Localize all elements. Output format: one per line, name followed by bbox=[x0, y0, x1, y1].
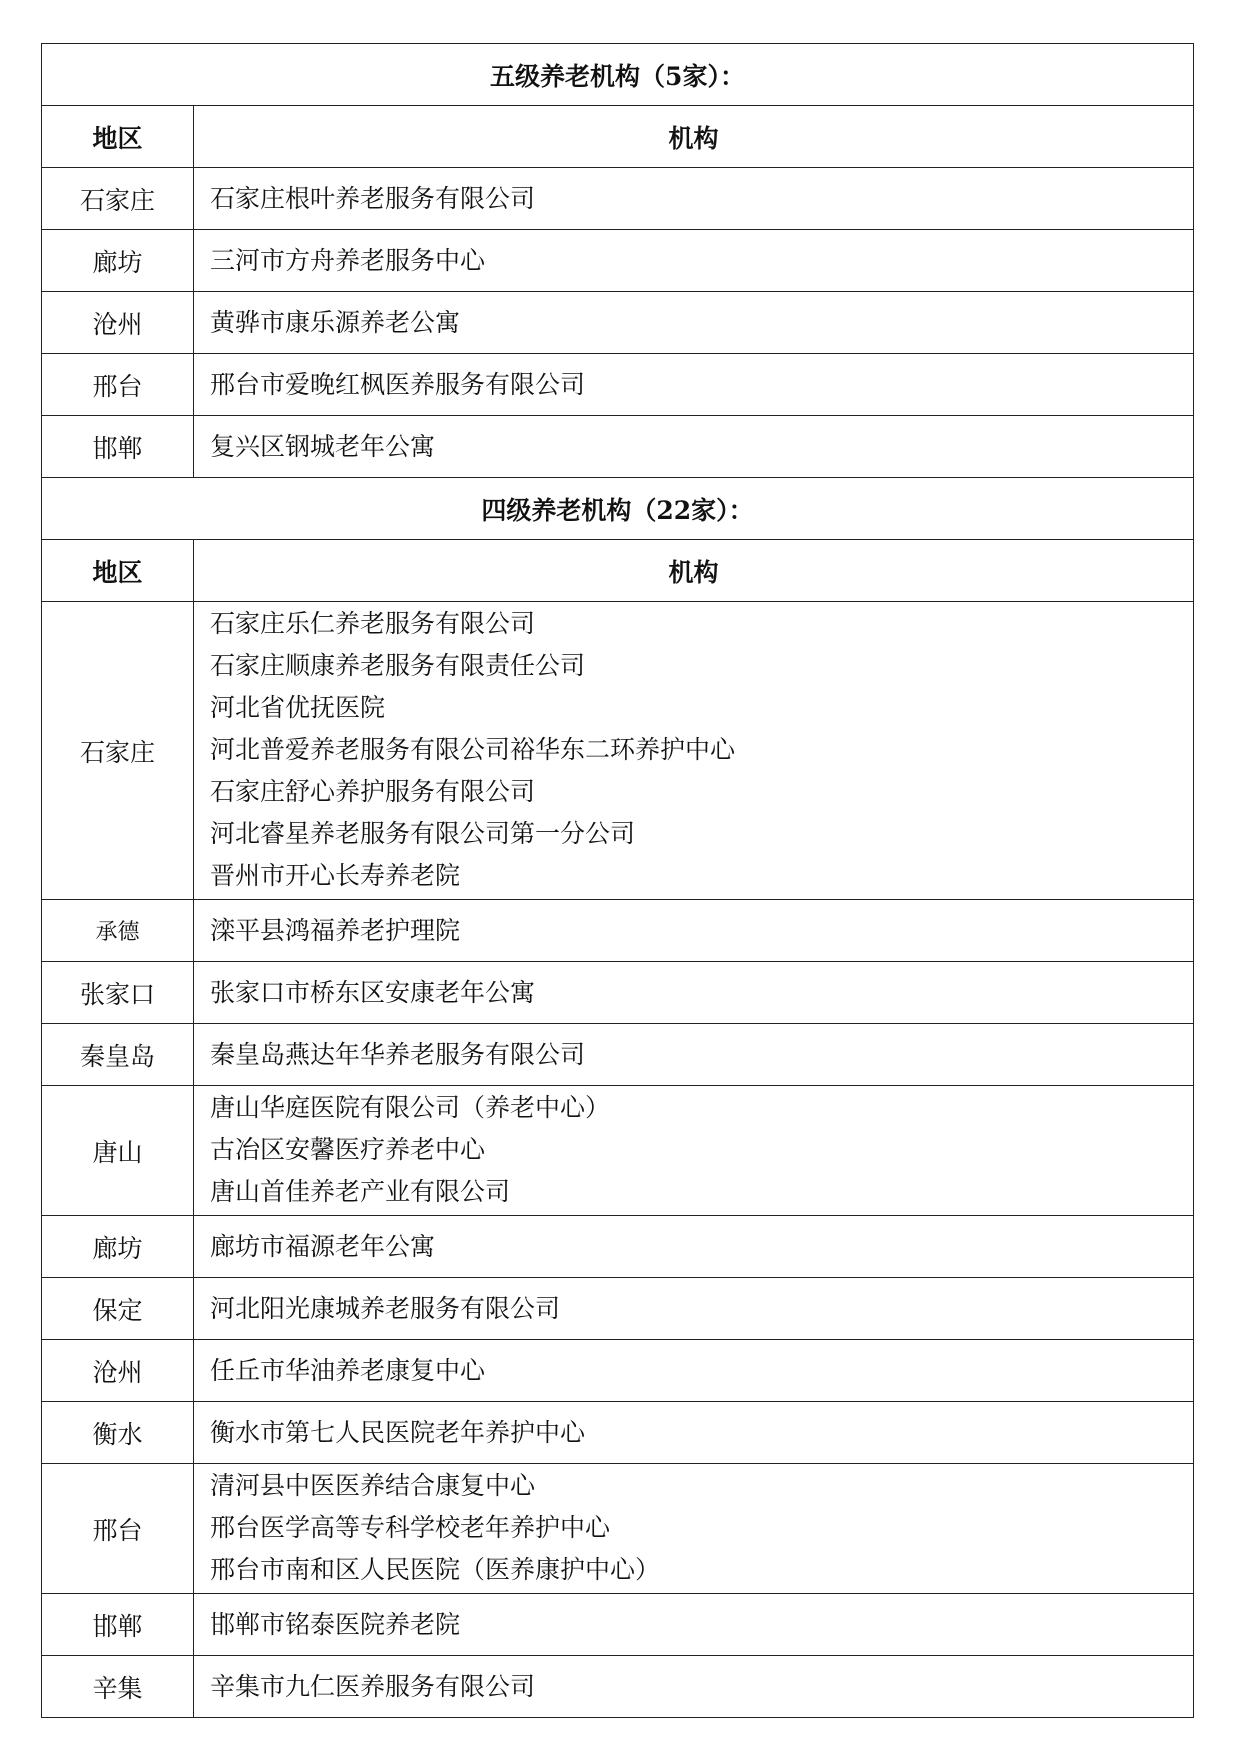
org-name: 任丘市华油养老康复中心 bbox=[210, 1355, 486, 1385]
table-row bbox=[42, 354, 1194, 416]
org-cell bbox=[194, 1340, 1194, 1402]
org-name: 邢台市南和区人民医院（医养康护中心） bbox=[210, 1555, 661, 1584]
org-cell bbox=[194, 1594, 1194, 1656]
org-cell bbox=[194, 900, 1194, 962]
region-cell: 石家庄 bbox=[42, 602, 194, 900]
column-header-region: 地区 bbox=[42, 540, 194, 602]
org-cell bbox=[194, 1464, 1194, 1594]
region-cell: 邯郸 bbox=[42, 1594, 194, 1656]
region-cell: 邢台 bbox=[42, 354, 194, 416]
region-cell: 唐山 bbox=[42, 1086, 194, 1216]
region-cell: 承德 bbox=[42, 900, 194, 962]
table-row bbox=[42, 962, 1194, 1024]
org-name: 辛集市九仁医养服务有限公司 bbox=[210, 1671, 536, 1701]
region-cell: 秦皇岛 bbox=[42, 1024, 194, 1086]
section-title: 五级养老机构（5家）： bbox=[42, 44, 1194, 106]
region-cell: 辛集 bbox=[42, 1656, 194, 1718]
table-row bbox=[42, 230, 1194, 292]
org-name: 廊坊市福源老年公寓 bbox=[210, 1231, 436, 1261]
institutions-table bbox=[41, 43, 1194, 1718]
table-row bbox=[42, 1402, 1194, 1464]
table-row bbox=[42, 1656, 1194, 1718]
section-title-row bbox=[42, 478, 1194, 540]
org-name: 唐山首佳养老产业有限公司 bbox=[210, 1177, 511, 1206]
org-name: 石家庄乐仁养老服务有限公司 bbox=[210, 609, 536, 638]
table-row bbox=[42, 1024, 1194, 1086]
org-cell bbox=[194, 1216, 1194, 1278]
column-header-org: 机构 bbox=[194, 540, 1194, 602]
region-cell: 廊坊 bbox=[42, 1216, 194, 1278]
org-name: 唐山华庭医院有限公司（养老中心） bbox=[210, 1093, 611, 1122]
org-name: 古冶区安馨医疗养老中心 bbox=[210, 1135, 486, 1164]
org-cell bbox=[194, 602, 1194, 900]
org-cell bbox=[194, 1086, 1194, 1216]
org-cell bbox=[194, 230, 1194, 292]
org-cell bbox=[194, 292, 1194, 354]
org-name: 晋州市开心长寿养老院 bbox=[210, 861, 461, 890]
org-name: 河北阳光康城养老服务有限公司 bbox=[210, 1293, 561, 1323]
org-name: 秦皇岛燕达年华养老服务有限公司 bbox=[210, 1039, 586, 1069]
column-header-region: 地区 bbox=[42, 106, 194, 168]
org-cell bbox=[194, 416, 1194, 478]
column-header-row bbox=[42, 106, 1194, 168]
region-cell: 张家口 bbox=[42, 962, 194, 1024]
org-name: 石家庄顺康养老服务有限责任公司 bbox=[210, 651, 586, 680]
org-name: 黄骅市康乐源养老公寓 bbox=[210, 307, 461, 337]
org-name: 张家口市桥东区安康老年公寓 bbox=[210, 977, 536, 1007]
table-row bbox=[42, 1216, 1194, 1278]
table-row bbox=[42, 292, 1194, 354]
org-name: 复兴区钢城老年公寓 bbox=[210, 431, 436, 461]
table-row bbox=[42, 1086, 1194, 1216]
table-row bbox=[42, 1340, 1194, 1402]
org-cell bbox=[194, 1278, 1194, 1340]
table-row bbox=[42, 900, 1194, 962]
org-cell bbox=[194, 168, 1194, 230]
column-header-org: 机构 bbox=[194, 106, 1194, 168]
org-cell bbox=[194, 1402, 1194, 1464]
org-name: 清河县中医医养结合康复中心 bbox=[210, 1471, 536, 1500]
org-name: 邢台医学高等专科学校老年养护中心 bbox=[210, 1513, 611, 1542]
table-row bbox=[42, 168, 1194, 230]
org-name: 滦平县鸿福养老护理院 bbox=[210, 915, 461, 945]
section-title-row bbox=[42, 44, 1194, 106]
table-row bbox=[42, 416, 1194, 478]
table-row bbox=[42, 602, 1194, 900]
table-body bbox=[42, 44, 1194, 1718]
org-cell bbox=[194, 354, 1194, 416]
region-cell: 邯郸 bbox=[42, 416, 194, 478]
org-cell bbox=[194, 1656, 1194, 1718]
org-name: 三河市方舟养老服务中心 bbox=[210, 245, 486, 275]
region-cell: 衡水 bbox=[42, 1402, 194, 1464]
region-cell: 沧州 bbox=[42, 292, 194, 354]
column-header-row bbox=[42, 540, 1194, 602]
org-name: 河北省优抚医院 bbox=[210, 693, 386, 722]
org-cell bbox=[194, 1024, 1194, 1086]
region-cell: 邢台 bbox=[42, 1464, 194, 1594]
section-title: 四级养老机构（22家）： bbox=[42, 478, 1194, 540]
org-cell bbox=[194, 962, 1194, 1024]
org-name: 河北睿星养老服务有限公司第一分公司 bbox=[210, 819, 636, 848]
table-row bbox=[42, 1278, 1194, 1340]
org-name: 石家庄根叶养老服务有限公司 bbox=[210, 183, 536, 213]
org-name: 邢台市爱晚红枫医养服务有限公司 bbox=[210, 369, 586, 399]
org-name: 衡水市第七人民医院老年养护中心 bbox=[210, 1417, 586, 1447]
region-cell: 沧州 bbox=[42, 1340, 194, 1402]
region-cell: 保定 bbox=[42, 1278, 194, 1340]
region-cell: 石家庄 bbox=[42, 168, 194, 230]
table-row bbox=[42, 1594, 1194, 1656]
document-page bbox=[41, 43, 1194, 1718]
org-name: 河北普爱养老服务有限公司裕华东二环养护中心 bbox=[210, 735, 736, 764]
org-name: 石家庄舒心养护服务有限公司 bbox=[210, 777, 536, 806]
region-cell: 廊坊 bbox=[42, 230, 194, 292]
org-name: 邯郸市铭泰医院养老院 bbox=[210, 1609, 461, 1639]
table-row bbox=[42, 1464, 1194, 1594]
